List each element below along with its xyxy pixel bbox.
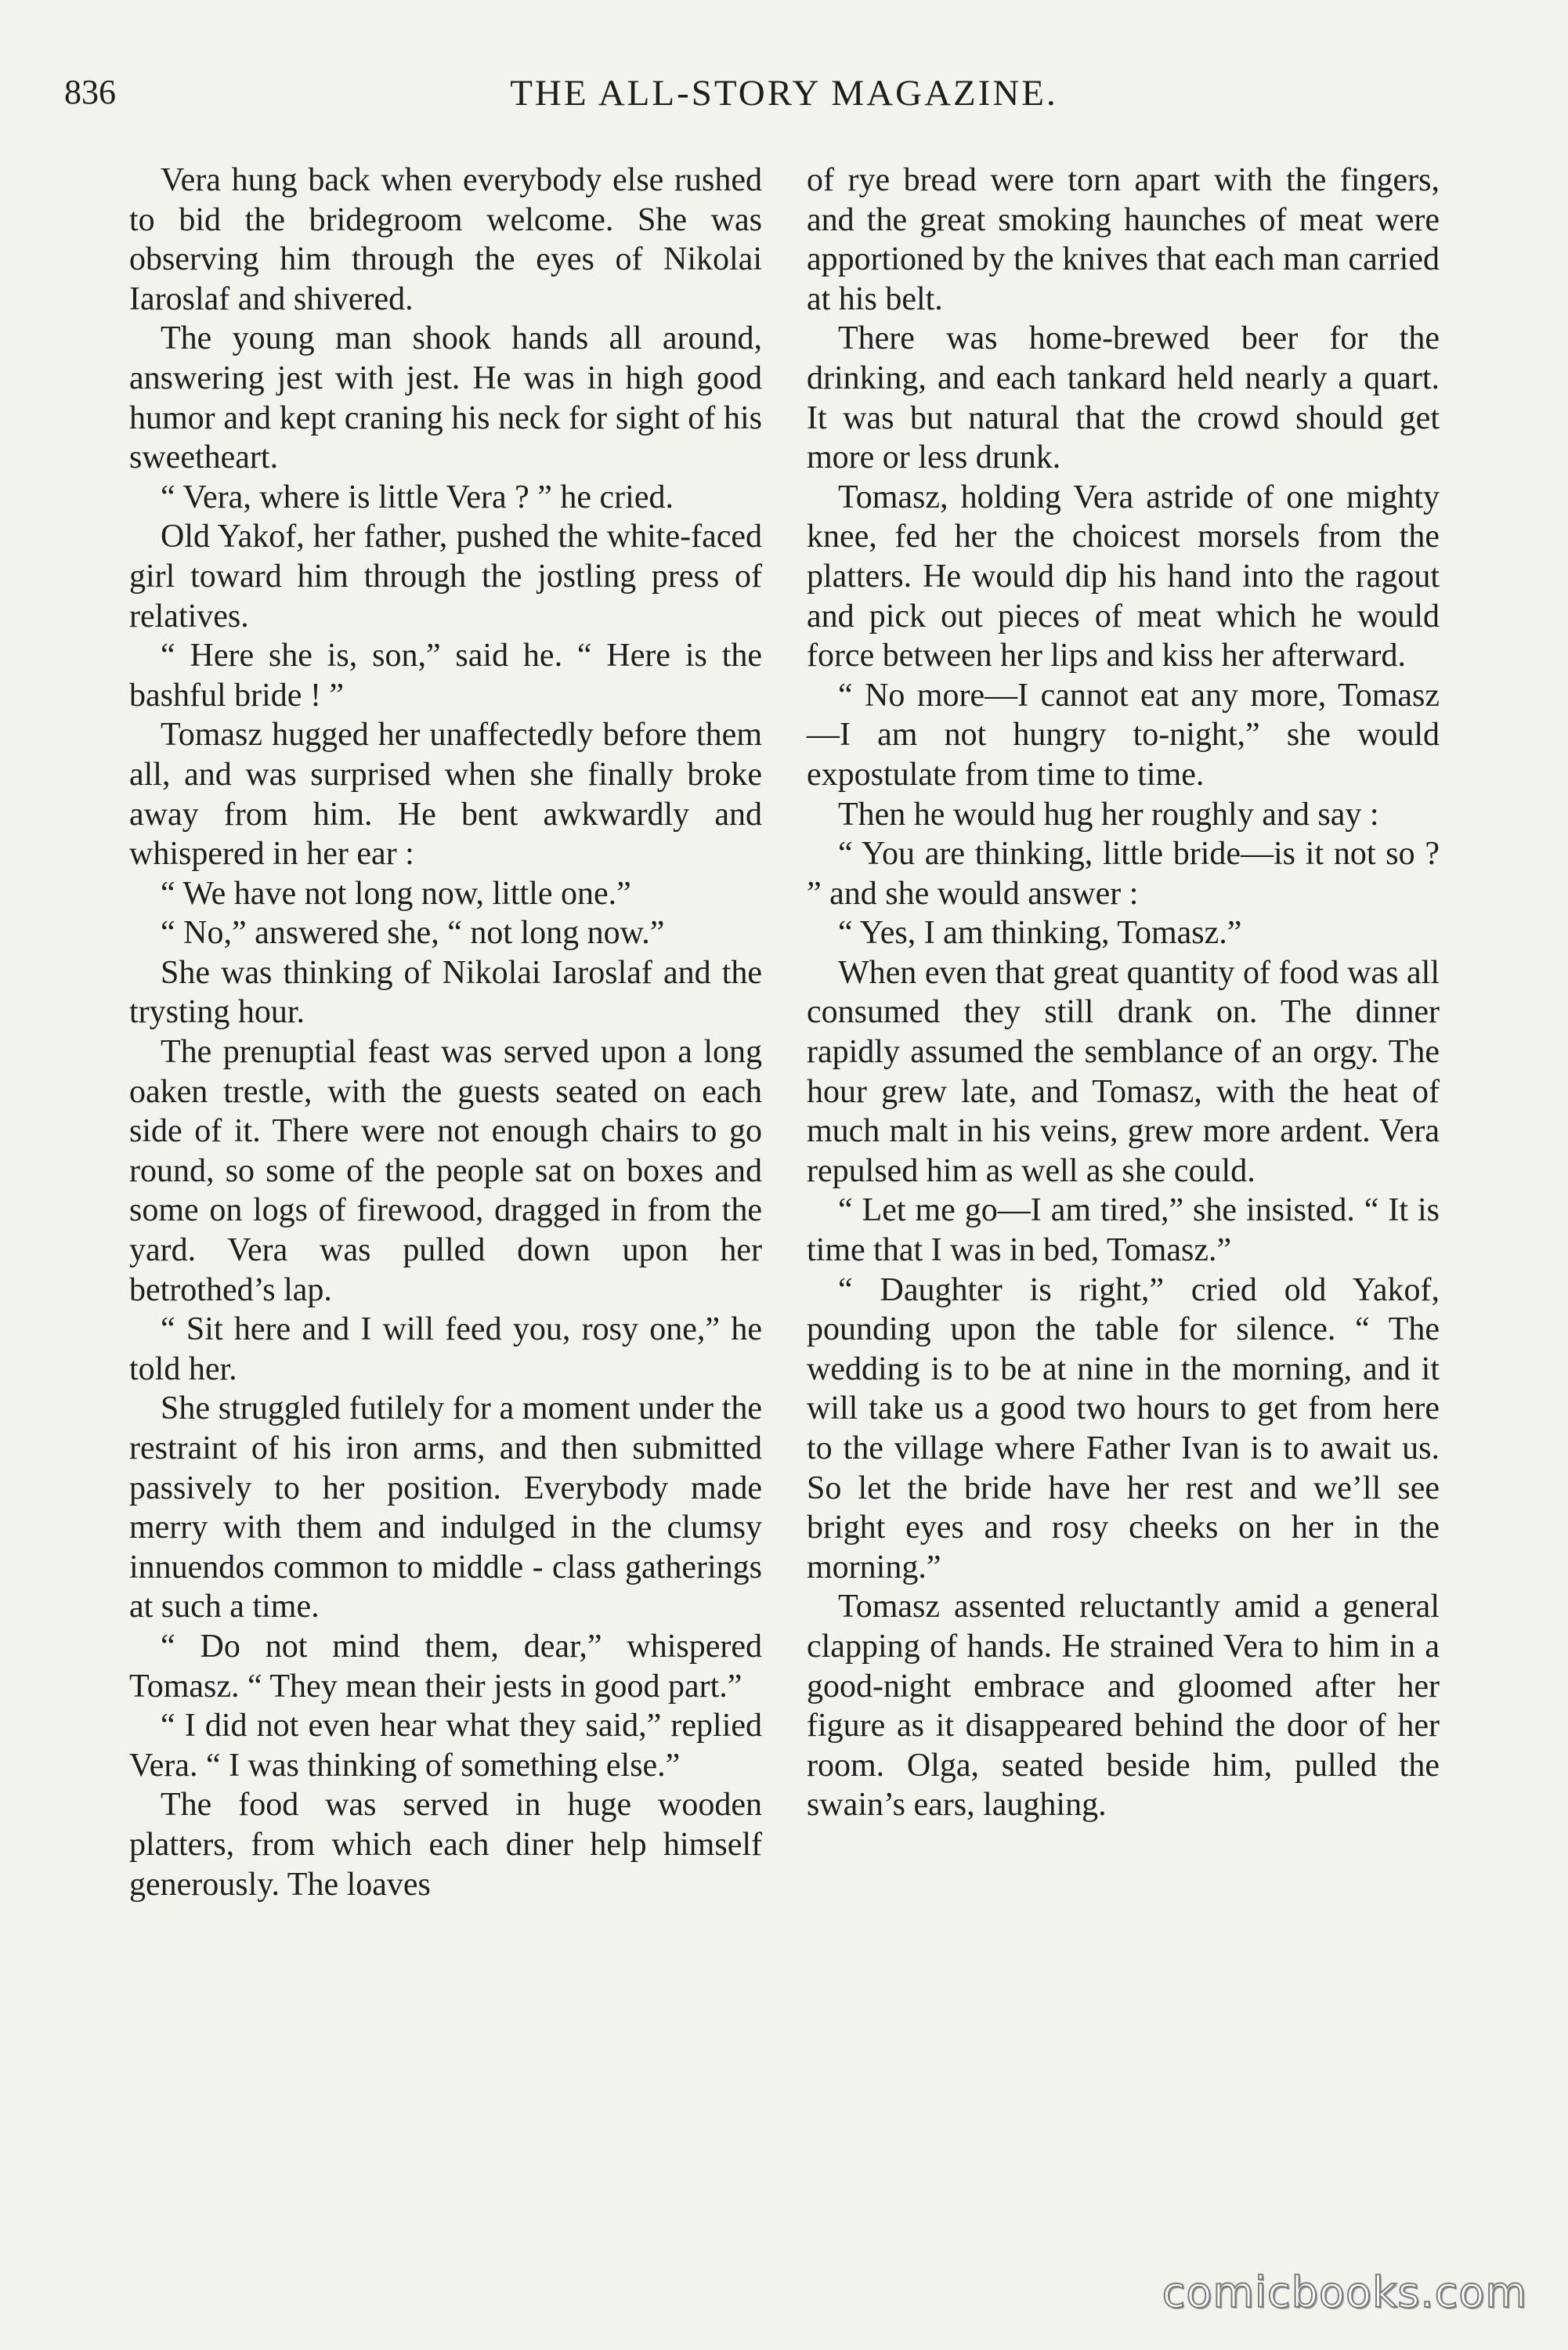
paragraph: The food was served in huge wooden platters, from which each diner help himself generously. The loaves <box>129 1787 762 1903</box>
watermark-logo: comicbooks.com <box>1162 2268 1527 2317</box>
paragraph: “ I did not even hear what they said,” replied Vera. “ I was thinking of something else.” <box>129 1708 762 1784</box>
paragraph: of rye bread were torn apart with the fingers, and the great smoking haunches of meat were apportioned by the knives that each man carried at his belt. <box>807 162 1440 317</box>
paragraph: The young man shook hands all around, answering jest with jest. He was in high good humor and kept craning his neck for sight of his sweetheart. <box>129 320 762 476</box>
paragraph: Vera hung back when everybody else rushed to bid the bridegroom welcome. She was observing him through the eyes of Nikolai Iaroslaf and shivered. <box>129 162 762 317</box>
paragraph: The prenuptial feast was served upon a long oaken trestle, with the guests seated on each side of it. There were not enough chairs to go round, so some of the people sat on boxes and some on logs of firewood, dragged in from the yard. Vera was pulled down upon her betrothed’s lap. <box>129 1034 762 1308</box>
paragraph: “ Let me go—I am tired,” she insisted. “ It is time that I was in bed, Tomasz.” <box>807 1192 1440 1269</box>
paragraph: “ Daughter is right,” cried old Yakof, pounding upon the table for silence. “ The wedding is to be at nine in the morning, and it will take us a good two hours to get from here to the village where Father Ivan is to await us. So let the bride have her rest and we’ll see bright eyes and rosy cheeks on her in the morning.” <box>807 1271 1440 1585</box>
paragraph: “ We have not long now, little one.” <box>161 875 631 912</box>
paragraph: Old Yakof, her father, pushed the white-faced girl toward him through the jostling press of relatives. <box>129 519 762 634</box>
page-number: 836 <box>64 73 116 111</box>
paragraph: She struggled futilely for a moment under the restraint of his iron arms, and then submitted passively to her position. Everybody made merry with them and indulged in the clumsy innuendos common to middle - class gatherings at such a time. <box>129 1390 762 1625</box>
paragraph: Then he would hug her roughly and say : <box>838 796 1379 833</box>
paragraph: “ Do not mind them, dear,” whispered Tomasz. “ They mean their jests in good part.” <box>129 1628 762 1705</box>
page-header <box>64 72 1504 127</box>
paragraph: Tomasz hugged her unaffectedly before them all, and was surprised when she finally broke away from him. He bent awkwardly and whispered in her ear : <box>129 717 762 873</box>
paragraph: There was home-brewed beer for the drinking, and each tankard held nearly a quart. It was but natural that the crowd should get more or less drunk. <box>807 320 1440 476</box>
paragraph: “ No more—I cannot eat any more, Tomasz—I am not hungry to-night,” she would expostulate from time to time. <box>807 677 1440 793</box>
paragraph: “ No,” answered she, “ not long now.” <box>161 915 665 952</box>
paragraph: When even that great quantity of food was all consumed they still drank on. The dinner rapidly assumed the semblance of an orgy. The hour grew late, and Tomasz, with the heat of much malt in his veins, grew more ardent. Vera repulsed him as well as she could. <box>807 954 1440 1189</box>
paragraph: “ Sit here and I will feed you, rosy one,” he told her. <box>129 1311 762 1387</box>
left-column <box>129 161 762 1904</box>
paragraph: “ Yes, I am thinking, Tomasz.” <box>838 915 1242 952</box>
paragraph: Tomasz assented reluctantly amid a general clapping of hands. He strained Vera to him in a good-night embrace and gloomed after her figure as it disappeared behind the door of her room. Olga, seated beside him, pulled the swain’s ears, laughing. <box>807 1589 1440 1824</box>
right-column <box>807 161 1440 1825</box>
paragraph: Tomasz, holding Vera astride of one mighty knee, fed her the choicest morsels from the platters. He would dip his hand into the ragout and pick out pieces of meat which he would force between her lips and kiss her afterward. <box>807 479 1440 674</box>
paragraph: “ You are thinking, little bride—is it not so ? ” and she would answer : <box>807 836 1440 912</box>
paragraph: “ Here she is, son,” said he. “ Here is the bashful bride ! ” <box>129 638 762 714</box>
running-title: THE ALL-STORY MAGAZINE. <box>510 73 1058 114</box>
paragraph: She was thinking of Nikolai Iaroslaf and the trysting hour. <box>129 954 762 1031</box>
paragraph: “ Vera, where is little Vera ? ” he cried. <box>161 479 674 515</box>
